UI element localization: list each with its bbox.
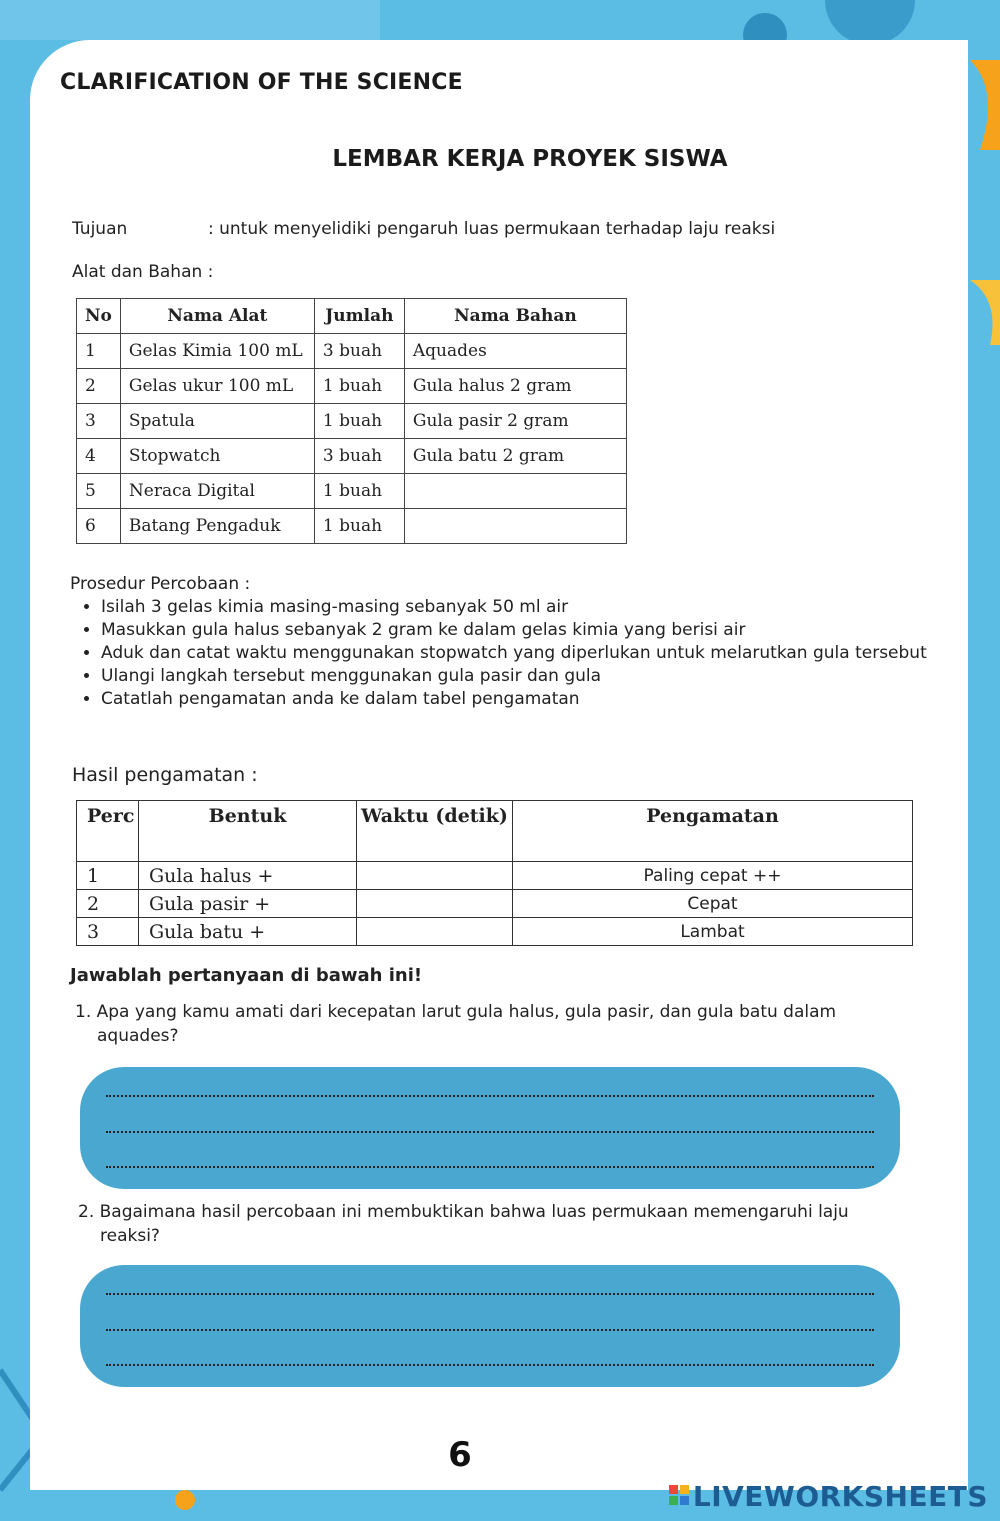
table-header-cell: No xyxy=(77,299,121,334)
table-cell: Stopwatch xyxy=(120,439,314,474)
question-text: aquades? xyxy=(97,1026,179,1046)
table-cell xyxy=(404,474,626,509)
table-cell: 1 xyxy=(77,862,139,890)
table-cell: Gelas Kimia 100 mL xyxy=(120,334,314,369)
goal-row xyxy=(72,219,775,239)
answer-line[interactable] xyxy=(106,1293,874,1295)
table-cell: Aquades xyxy=(404,334,626,369)
liveworksheets-icon xyxy=(669,1485,689,1505)
list-item: • Isilah 3 gelas kimia masing-masing sebanyak 50 ml air xyxy=(101,596,951,619)
table-cell: Gelas ukur 100 mL xyxy=(120,369,314,404)
table-header-cell: Waktu (detik) xyxy=(357,801,513,862)
table-row xyxy=(77,509,627,544)
table-row xyxy=(77,334,627,369)
table-header-row xyxy=(77,299,627,334)
list-item: • Masukkan gula halus sebanyak 2 gram ke dalam gelas kimia yang berisi air xyxy=(101,619,951,642)
tools-label: Alat dan Bahan : xyxy=(72,262,214,282)
table-cell xyxy=(404,509,626,544)
table-cell: 1 buah xyxy=(314,509,404,544)
table-row xyxy=(77,369,627,404)
question-2 xyxy=(78,1200,878,1248)
observation-cell[interactable]: Lambat xyxy=(513,918,913,946)
table-cell: 3 buah xyxy=(314,334,404,369)
time-input-cell[interactable] xyxy=(357,890,513,918)
brand-text: LIVEWORKSHEETS xyxy=(692,1480,988,1513)
tools-table xyxy=(76,298,627,544)
questions-heading: Jawablah pertanyaan di bawah ini! xyxy=(70,965,423,986)
table-row xyxy=(77,890,913,918)
table-header-cell: Perc xyxy=(77,801,139,862)
list-item: • Ulangi langkah tersebut menggunakan gula pasir dan gula xyxy=(101,665,951,688)
results-table xyxy=(76,800,913,946)
section-heading: CLARIFICATION OF THE SCIENCE xyxy=(60,70,463,95)
observation-cell[interactable]: Paling cepat ++ xyxy=(513,862,913,890)
table-cell: 3 xyxy=(77,404,121,439)
table-row xyxy=(77,404,627,439)
table-cell: 1 buah xyxy=(314,474,404,509)
table-cell: Spatula xyxy=(120,404,314,439)
table-cell: 3 xyxy=(77,918,139,946)
table-header-cell: Nama Alat xyxy=(120,299,314,334)
list-item: • Catatlah pengamatan anda ke dalam tabel pengamatan xyxy=(101,688,951,711)
question-text: 2. Bagaimana hasil percobaan ini membuktikan bahwa luas permukaan memengaruhi laju xyxy=(78,1202,849,1222)
answer-line[interactable] xyxy=(106,1095,874,1097)
table-cell: Gula batu + xyxy=(139,918,357,946)
table-cell: Neraca Digital xyxy=(120,474,314,509)
page-number: 6 xyxy=(448,1435,472,1475)
table-cell: Gula halus + xyxy=(139,862,357,890)
answer-line[interactable] xyxy=(106,1364,874,1366)
question-1 xyxy=(75,1000,885,1048)
table-header-cell: Pengamatan xyxy=(513,801,913,862)
brand-logo[interactable] xyxy=(669,1480,988,1513)
question-text: 1. Apa yang kamu amati dari kecepatan larut gula halus, gula pasir, dan gula batu dalam xyxy=(75,1002,837,1022)
answer-box-2[interactable] xyxy=(80,1265,900,1387)
table-cell: 1 buah xyxy=(314,369,404,404)
time-input-cell[interactable] xyxy=(357,918,513,946)
procedure-label: Prosedur Percobaan : xyxy=(70,574,251,594)
table-cell: Batang Pengaduk xyxy=(120,509,314,544)
table-cell: 4 xyxy=(77,439,121,474)
list-item: • Aduk dan catat waktu menggunakan stopwatch yang diperlukan untuk melarutkan gula tersebut xyxy=(101,642,951,665)
table-row xyxy=(77,474,627,509)
table-cell: Gula batu 2 gram xyxy=(404,439,626,474)
table-header-row xyxy=(77,801,913,862)
table-cell: 2 xyxy=(77,369,121,404)
table-header-cell: Bentuk xyxy=(139,801,357,862)
table-cell: 5 xyxy=(77,474,121,509)
goal-label: Tujuan xyxy=(72,219,128,239)
goal-text: : untuk menyelidiki pengaruh luas permukaan terhadap laju reaksi xyxy=(208,219,776,239)
answer-line[interactable] xyxy=(106,1329,874,1331)
table-cell: Gula pasir 2 gram xyxy=(404,404,626,439)
table-cell: Gula pasir + xyxy=(139,890,357,918)
table-header-cell: Nama Bahan xyxy=(404,299,626,334)
table-row xyxy=(77,439,627,474)
observation-cell[interactable]: Cepat xyxy=(513,890,913,918)
question-text: reaksi? xyxy=(100,1226,160,1246)
table-cell: Gula halus 2 gram xyxy=(404,369,626,404)
table-cell: 6 xyxy=(77,509,121,544)
page-title: LEMBAR KERJA PROYEK SISWA xyxy=(332,146,728,172)
table-row xyxy=(77,862,913,890)
table-cell: 2 xyxy=(77,890,139,918)
answer-line[interactable] xyxy=(106,1131,874,1133)
table-cell: 3 buah xyxy=(314,439,404,474)
answer-box-1[interactable] xyxy=(80,1067,900,1189)
answer-line[interactable] xyxy=(106,1166,874,1168)
table-cell: 1 xyxy=(77,334,121,369)
procedure-list xyxy=(76,596,951,711)
table-cell: 1 buah xyxy=(314,404,404,439)
table-header-cell: Jumlah xyxy=(314,299,404,334)
table-row xyxy=(77,918,913,946)
results-label: Hasil pengamatan : xyxy=(72,764,258,786)
time-input-cell[interactable] xyxy=(357,862,513,890)
